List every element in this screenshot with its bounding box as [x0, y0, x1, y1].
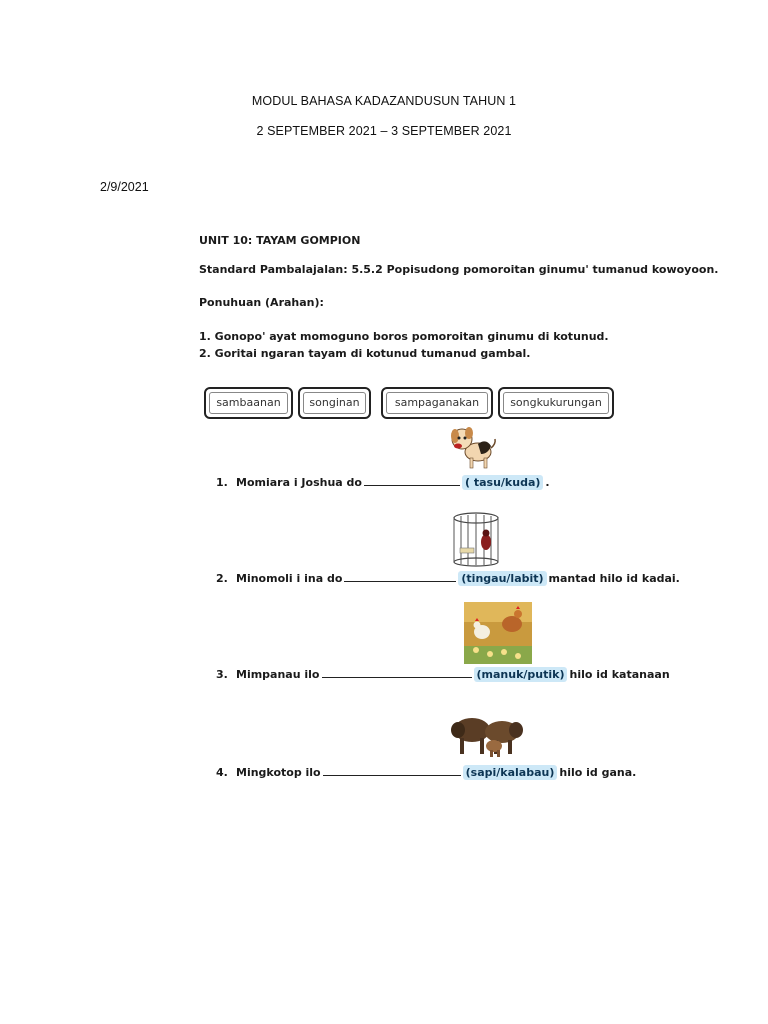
answer-options: ( tasu/kuda) [462, 475, 543, 490]
answer-options: (manuk/putik) [474, 667, 568, 682]
word-bank-item: sampaganakan [381, 387, 493, 419]
question-4: 4. Mingkotop ilo (sapi/kalabau) hilo id gana. [216, 766, 637, 779]
instruction-2: 2. Goritai ngaran tayam di kotunud tumanud gambal. [199, 347, 531, 360]
question-2: 2. Minomoli i ina do (tingau/labit) mantad hilo id kadai. [216, 572, 680, 585]
day-date: 2/9/2021 [100, 180, 149, 194]
answer-blank[interactable] [322, 666, 472, 678]
worksheet [196, 222, 719, 802]
answer-options: (tingau/labit) [458, 571, 546, 586]
answer-blank[interactable] [344, 570, 456, 582]
word-bank-item: songkukurungan [498, 387, 614, 419]
dog-icon [448, 422, 498, 472]
answer-blank[interactable] [364, 474, 460, 486]
word-bank-item: sambaanan [204, 387, 293, 419]
answer-options: (sapi/kalabau) [463, 765, 558, 780]
instructions-title: Ponuhuan (Arahan): [199, 296, 324, 309]
header-title: MODUL BAHASA KADAZANDUSUN TAHUN 1 [251, 94, 517, 108]
chickens-icon [464, 602, 532, 664]
cage-icon [448, 510, 504, 568]
learning-standard: Standard Pambalajalan: 5.5.2 Popisudong pomoroitan ginumu' tumanud kowoyoon. [199, 263, 719, 276]
answer-blank[interactable] [323, 764, 461, 776]
instruction-1: 1. Gonopo' ayat momoguno boros pomoroitan ginumu di kotunud. [199, 330, 609, 343]
word-bank-item: songinan [298, 387, 371, 419]
bison-icon [450, 710, 526, 758]
header-date-range: 2 SEPTEMBER 2021 – 3 SEPTEMBER 2021 [256, 124, 512, 138]
question-3: 3. Mimpanau ilo (manuk/putik) hilo id katanaan [216, 668, 670, 681]
unit-title: UNIT 10: TAYAM GOMPION [199, 234, 361, 247]
question-1: 1. Momiara i Joshua do ( tasu/kuda) . [216, 476, 550, 489]
